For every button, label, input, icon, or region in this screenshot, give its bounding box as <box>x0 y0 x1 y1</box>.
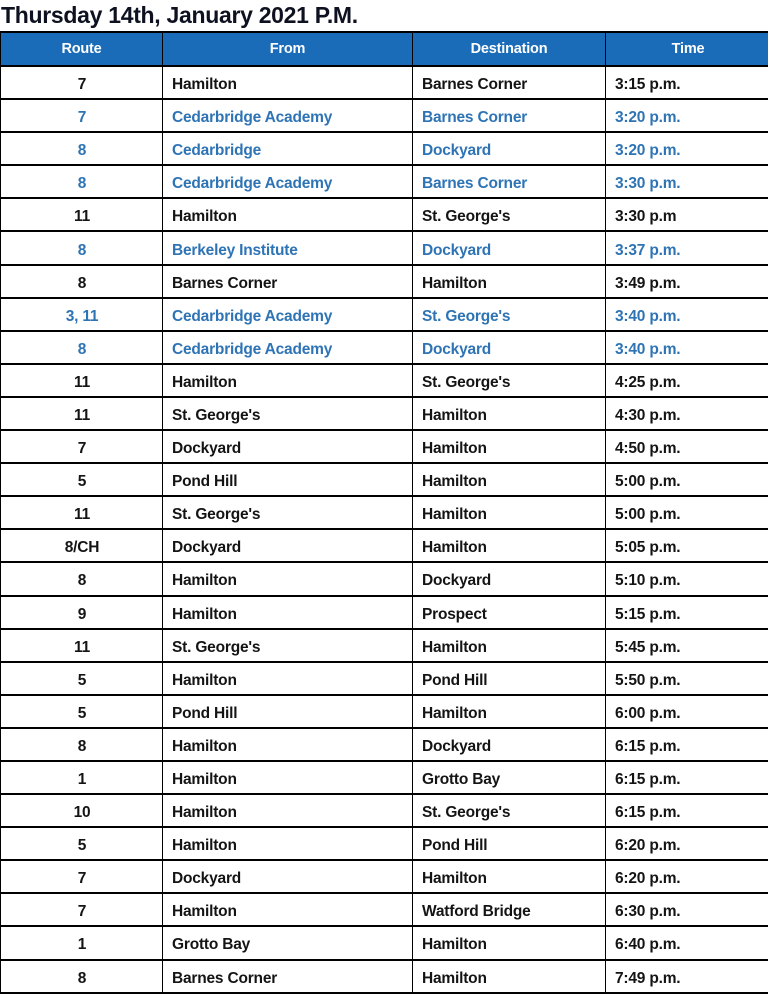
from-cell: Hamilton <box>163 794 413 827</box>
table-row <box>1 827 768 860</box>
destination-cell: Pond Hill <box>413 827 606 860</box>
from-cell: Grotto Bay <box>163 926 413 959</box>
route-cell: 9 <box>1 596 163 629</box>
from-cell: Cedarbridge Academy <box>163 99 413 132</box>
time-cell: 3:37 p.m. <box>606 231 768 264</box>
table-row <box>1 298 768 331</box>
table-row <box>1 629 768 662</box>
route-cell: 7 <box>1 860 163 893</box>
from-cell: St. George's <box>163 629 413 662</box>
route-cell: 1 <box>1 926 163 959</box>
time-cell: 4:25 p.m. <box>606 364 768 397</box>
from-cell: Cedarbridge Academy <box>163 298 413 331</box>
from-cell: Barnes Corner <box>163 265 413 298</box>
time-cell: 6:15 p.m. <box>606 761 768 794</box>
from-cell: Dockyard <box>163 860 413 893</box>
table-row <box>1 331 768 364</box>
destination-cell: Prospect <box>413 596 606 629</box>
destination-cell: Barnes Corner <box>413 66 606 99</box>
table-row <box>1 165 768 198</box>
from-cell: Hamilton <box>163 198 413 231</box>
from-cell: Hamilton <box>163 596 413 629</box>
time-cell: 6:20 p.m. <box>606 827 768 860</box>
time-cell: 3:49 p.m. <box>606 265 768 298</box>
table-row <box>1 198 768 231</box>
bus-schedule-table <box>0 31 768 994</box>
destination-cell: Hamilton <box>413 265 606 298</box>
destination-cell: Pond Hill <box>413 662 606 695</box>
route-cell: 10 <box>1 794 163 827</box>
time-cell: 5:00 p.m. <box>606 463 768 496</box>
time-cell: 4:50 p.m. <box>606 430 768 463</box>
destination-cell: Hamilton <box>413 463 606 496</box>
table-row <box>1 66 768 99</box>
table-row <box>1 529 768 562</box>
route-cell: 5 <box>1 463 163 496</box>
from-cell: Hamilton <box>163 364 413 397</box>
destination-cell: St. George's <box>413 364 606 397</box>
time-cell: 6:15 p.m. <box>606 728 768 761</box>
from-cell: St. George's <box>163 397 413 430</box>
time-cell: 5:15 p.m. <box>606 596 768 629</box>
time-cell: 4:30 p.m. <box>606 397 768 430</box>
from-cell: Hamilton <box>163 728 413 761</box>
route-cell: 8/CH <box>1 529 163 562</box>
route-cell: 5 <box>1 695 163 728</box>
destination-cell: St. George's <box>413 198 606 231</box>
time-cell: 3:30 p.m. <box>606 165 768 198</box>
destination-cell: Dockyard <box>413 132 606 165</box>
table-row <box>1 860 768 893</box>
time-cell: 5:00 p.m. <box>606 496 768 529</box>
table-row <box>1 926 768 959</box>
table-row <box>1 728 768 761</box>
destination-cell: Hamilton <box>413 926 606 959</box>
destination-cell: St. George's <box>413 794 606 827</box>
from-cell: Barnes Corner <box>163 960 413 993</box>
route-cell: 7 <box>1 99 163 132</box>
from-cell: Hamilton <box>163 662 413 695</box>
route-cell: 8 <box>1 231 163 264</box>
destination-cell: Hamilton <box>413 860 606 893</box>
route-cell: 5 <box>1 662 163 695</box>
table-row <box>1 695 768 728</box>
column-header-route: Route <box>1 32 163 66</box>
from-cell: Hamilton <box>163 761 413 794</box>
from-cell: Hamilton <box>163 562 413 595</box>
destination-cell: Dockyard <box>413 728 606 761</box>
destination-cell: Barnes Corner <box>413 165 606 198</box>
time-cell: 3:40 p.m. <box>606 298 768 331</box>
route-cell: 7 <box>1 893 163 926</box>
route-cell: 1 <box>1 761 163 794</box>
destination-cell: Hamilton <box>413 629 606 662</box>
from-cell: Dockyard <box>163 529 413 562</box>
table-row <box>1 397 768 430</box>
time-cell: 6:20 p.m. <box>606 860 768 893</box>
time-cell: 5:10 p.m. <box>606 562 768 595</box>
destination-cell: Hamilton <box>413 529 606 562</box>
time-cell: 3:20 p.m. <box>606 132 768 165</box>
destination-cell: Hamilton <box>413 397 606 430</box>
destination-cell: Hamilton <box>413 695 606 728</box>
from-cell: Hamilton <box>163 66 413 99</box>
table-row <box>1 265 768 298</box>
table-row <box>1 430 768 463</box>
route-cell: 11 <box>1 198 163 231</box>
route-cell: 11 <box>1 629 163 662</box>
table-row <box>1 761 768 794</box>
route-cell: 8 <box>1 331 163 364</box>
route-cell: 11 <box>1 496 163 529</box>
column-header-destination: Destination <box>413 32 606 66</box>
destination-cell: Dockyard <box>413 562 606 595</box>
table-row <box>1 794 768 827</box>
time-cell: 3:20 p.m. <box>606 99 768 132</box>
column-header-time: Time <box>606 32 768 66</box>
route-cell: 8 <box>1 960 163 993</box>
table-header <box>1 32 768 66</box>
table-body <box>1 66 768 993</box>
page-title: Thursday 14th, January 2021 P.M. <box>0 0 768 31</box>
from-cell: Hamilton <box>163 893 413 926</box>
table-row <box>1 893 768 926</box>
route-cell: 11 <box>1 364 163 397</box>
destination-cell: Hamilton <box>413 960 606 993</box>
from-cell: Hamilton <box>163 827 413 860</box>
time-cell: 7:49 p.m. <box>606 960 768 993</box>
destination-cell: Dockyard <box>413 231 606 264</box>
from-cell: Pond Hill <box>163 463 413 496</box>
from-cell: Cedarbridge Academy <box>163 331 413 364</box>
table-row <box>1 132 768 165</box>
time-cell: 6:30 p.m. <box>606 893 768 926</box>
route-cell: 8 <box>1 265 163 298</box>
table-row <box>1 231 768 264</box>
destination-cell: Grotto Bay <box>413 761 606 794</box>
route-cell: 8 <box>1 165 163 198</box>
destination-cell: Barnes Corner <box>413 99 606 132</box>
route-cell: 11 <box>1 397 163 430</box>
route-cell: 3, 11 <box>1 298 163 331</box>
table-row <box>1 596 768 629</box>
time-cell: 6:40 p.m. <box>606 926 768 959</box>
destination-cell: Watford Bridge <box>413 893 606 926</box>
from-cell: Berkeley Institute <box>163 231 413 264</box>
table-row <box>1 364 768 397</box>
from-cell: Pond Hill <box>163 695 413 728</box>
from-cell: Cedarbridge Academy <box>163 165 413 198</box>
route-cell: 8 <box>1 132 163 165</box>
header-row <box>1 32 768 66</box>
time-cell: 3:30 p.m <box>606 198 768 231</box>
time-cell: 3:40 p.m. <box>606 331 768 364</box>
route-cell: 5 <box>1 827 163 860</box>
time-cell: 3:15 p.m. <box>606 66 768 99</box>
destination-cell: Hamilton <box>413 496 606 529</box>
time-cell: 6:00 p.m. <box>606 695 768 728</box>
destination-cell: St. George's <box>413 298 606 331</box>
column-header-from: From <box>163 32 413 66</box>
route-cell: 8 <box>1 562 163 595</box>
route-cell: 7 <box>1 430 163 463</box>
table-row <box>1 496 768 529</box>
table-row <box>1 960 768 993</box>
from-cell: St. George's <box>163 496 413 529</box>
table-row <box>1 662 768 695</box>
time-cell: 5:45 p.m. <box>606 629 768 662</box>
table-row <box>1 463 768 496</box>
from-cell: Dockyard <box>163 430 413 463</box>
route-cell: 7 <box>1 66 163 99</box>
time-cell: 5:50 p.m. <box>606 662 768 695</box>
time-cell: 6:15 p.m. <box>606 794 768 827</box>
time-cell: 5:05 p.m. <box>606 529 768 562</box>
destination-cell: Dockyard <box>413 331 606 364</box>
from-cell: Cedarbridge <box>163 132 413 165</box>
route-cell: 8 <box>1 728 163 761</box>
table-row <box>1 99 768 132</box>
table-row <box>1 562 768 595</box>
destination-cell: Hamilton <box>413 430 606 463</box>
